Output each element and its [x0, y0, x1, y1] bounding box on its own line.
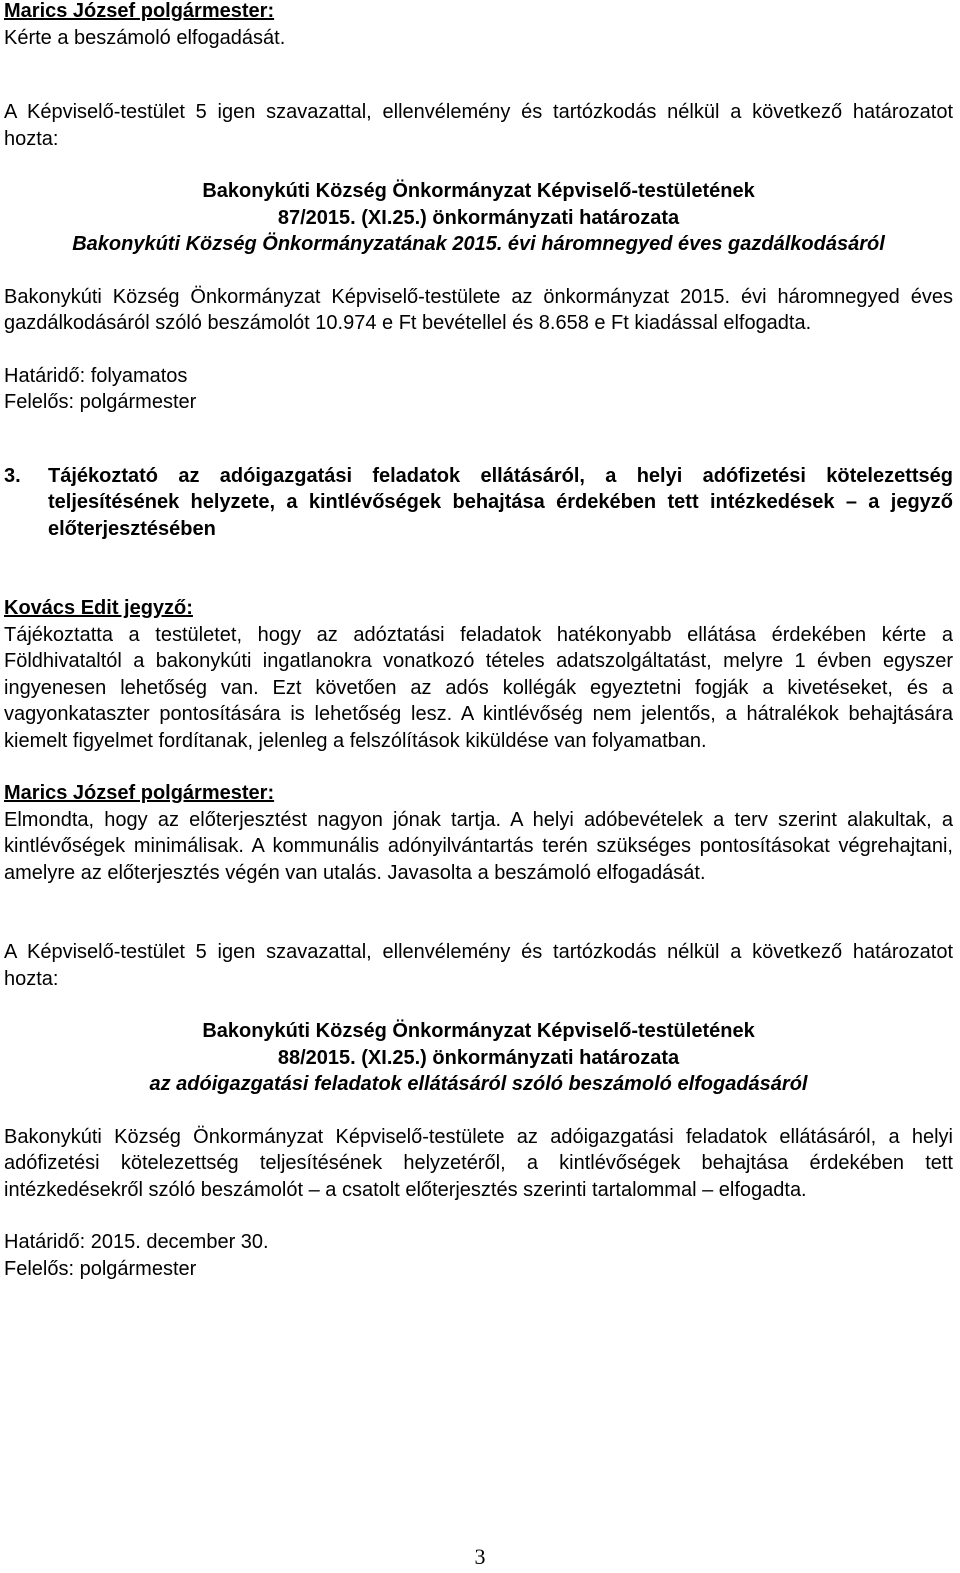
agenda-item-title: Tájékoztató az adóigazgatási feladatok ellátásáról, a helyi adófizetési kötelezettség teljesítésének helyzete, a kintlévőségek behajtása érdekében tett intézkedések – a jegyző előterjesztésében	[48, 464, 953, 540]
resolution-block	[4, 1018, 953, 1098]
resolution-subject: Bakonykúti Község Önkormányzatának 2015. évi háromnegyed éves gazdálkodásáról	[72, 233, 885, 255]
resolution-issuer: Bakonykúti Község Önkormányzat Képviselő-testületének	[202, 180, 755, 202]
notary-statement: Tájékoztatta a testületet, hogy az adóztatási feladatok hatékonyabb ellátása érdekében kérte a Földhivataltól a bakonykúti ingatlanokra vonatkozó tételes adatszolgáltatást, melyre 1 évben egyszer ingyenesen lehetőség van. Ezt követően az adós kollégák egyeztetni fogják a kivetéseket, és a vagyonkataszter pontosítására is lehetőség lesz. A kintlévőség nem jelentős, a hátralékok behajtására kiemelt figyelmet fordítanak, jelenleg a felszólítások kiküldése van folyamatban.	[4, 623, 953, 752]
resolution-deadline: Határidő: folyamatos	[4, 364, 188, 387]
resolution-body: Bakonykúti Község Önkormányzat Képviselő-testülete az önkormányzat 2015. évi háromnegyed éves gazdálkodásáról szóló beszámolót 10.974 e Ft bevétellel és 8.658 e Ft kiadással elfogadta.	[4, 285, 953, 334]
vote-statement: A Képviselő-testület 5 igen szavazattal, ellenvélemény és tartózkodás nélkül a következő határozatot hozta:	[4, 941, 953, 990]
mayor-statement: Kérte a beszámoló elfogadását.	[4, 26, 286, 49]
mayor-statement: Elmondta, hogy az előterjesztést nagyon jónak tartja. A helyi adóbevételek a terv szerint alakultak, a kintlévőségek minimálisak. A kommunális adónyilvántartás terén szükséges pontosításokat végrehajtani, amelyre az előterjesztés végén van utalás. Javasolta a beszámoló elfogadását.	[4, 808, 953, 884]
agenda-item	[4, 463, 953, 543]
resolution-responsible: Felelős: polgármester	[4, 1257, 197, 1280]
notary-heading: Kovács Edit jegyző:	[4, 597, 193, 619]
resolution-number: 87/2015. (XI.25.) önkormányzati határozata	[277, 206, 680, 229]
resolution-issuer: Bakonykúti Község Önkormányzat Képviselő-testületének	[202, 1020, 755, 1042]
agenda-item-number: 3.	[4, 464, 21, 487]
vote-statement: A Képviselő-testület 5 igen szavazattal, ellenvélemény és tartózkodás nélkül a következő határozatot hozta:	[4, 101, 953, 150]
page-number: 3	[474, 1544, 486, 1569]
resolution-subject: az adóigazgatási feladatok ellátásáról szóló beszámoló elfogadásáról	[149, 1073, 808, 1095]
resolution-deadline: Határidő: 2015. december 30.	[4, 1231, 269, 1253]
resolution-responsible: Felelős: polgármester	[4, 391, 197, 413]
resolution-block	[4, 178, 953, 258]
resolution-number: 88/2015. (XI.25.) önkormányzati határozata	[277, 1046, 680, 1069]
mayor-heading: Marics József polgármester:	[4, 782, 275, 804]
document-page	[4, 0, 953, 1282]
mayor-heading: Marics József polgármester:	[4, 0, 275, 22]
resolution-body: Bakonykúti Község Önkormányzat Képviselő-testülete az adóigazgatási feladatok ellátásáról, a helyi adófizetési kötelezettség teljesítésének helyzetéről, a kintlévőségek behajtása érdekében tett intézkedésekről szóló beszámolót – a csatolt előterjesztés szerinti tartalommal – elfogadta.	[4, 1125, 953, 1201]
